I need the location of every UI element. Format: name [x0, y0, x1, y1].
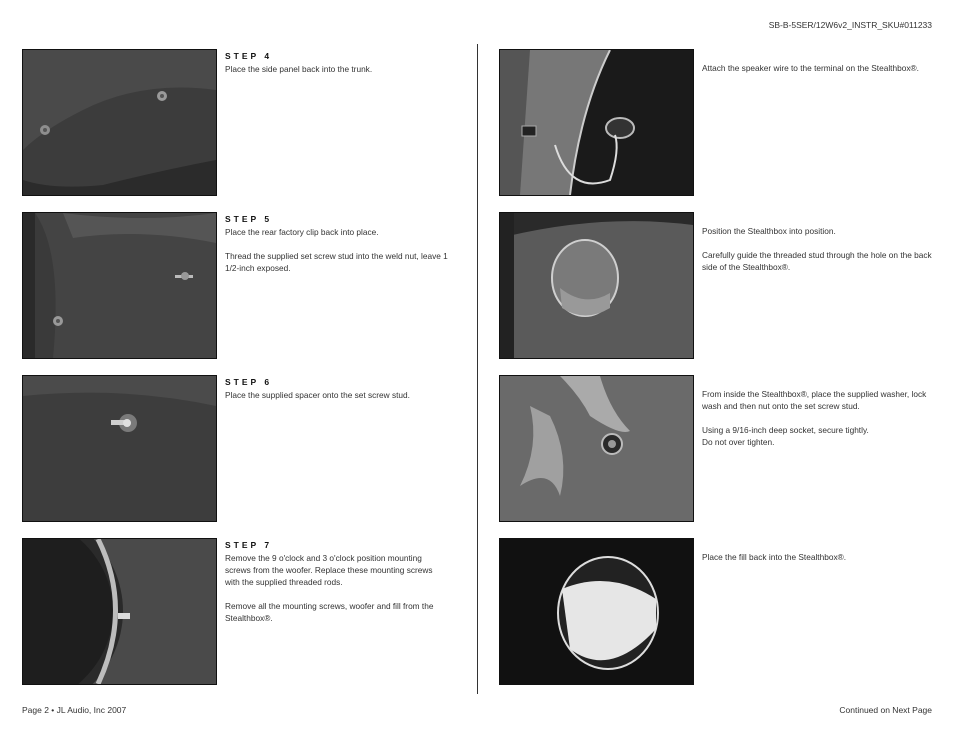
footer-continued: Continued on Next Page [839, 705, 932, 715]
step-7-text-1: Remove the 9 o'clock and 3 o'clock position mounting screws from the woofer. Replace these mounting screws with the supplied threaded rods. [225, 553, 433, 587]
step-5-label: STEP 5 [225, 214, 273, 224]
step-6-block [225, 376, 450, 401]
step-5-text-2: Thread the supplied set screw stud into the weld nut, leave 1 1/2-inch exposed. [225, 251, 448, 273]
photo-stealthbox-position [499, 212, 694, 359]
step-6-text: Place the supplied spacer onto the set screw stud. [225, 390, 410, 400]
right-step-1-text: Attach the speaker wire to the terminal on the Stealthbox®. [702, 63, 919, 73]
step-5-block [225, 213, 450, 274]
photo-speaker-wire [499, 49, 694, 196]
step-4-text: Place the side panel back into the trunk. [225, 64, 373, 74]
step-7-block [225, 539, 447, 624]
photo-spacer-stud [22, 375, 217, 522]
step-7-label: STEP 7 [225, 540, 273, 550]
right-step-4-block [702, 551, 932, 563]
photo-rear-clip [22, 212, 217, 359]
right-step-4-text: Place the fill back into the Stealthbox®. [702, 552, 847, 562]
step-7-text-2: Remove all the mounting screws, woofer and fill from the Stealthbox®. [225, 601, 434, 623]
photo-washer-nut [499, 375, 694, 522]
right-step-2-text-1: Position the Stealthbox into position. [702, 226, 836, 236]
document-code: SB-B-5SER/12W6v2_INSTR_SKU#011233 [768, 20, 932, 30]
step-4-label: STEP 4 [225, 51, 273, 61]
right-step-3-text-2: Using a 9/16-inch deep socket, secure tightly. Do not over tighten. [702, 425, 869, 447]
right-step-3-text-1: From inside the Stealthbox®, place the supplied washer, lock wash and then nut onto the set screw stud. [702, 389, 927, 411]
step-5-text-1: Place the rear factory clip back into place. [225, 227, 379, 237]
footer-page-info: Page 2 • JL Audio, Inc 2007 [22, 705, 127, 715]
right-step-2-block [702, 225, 932, 273]
photo-woofer-screws [22, 538, 217, 685]
right-step-1-block [702, 62, 932, 74]
right-step-3-block [702, 388, 932, 448]
column-divider [477, 44, 478, 694]
step-6-label: STEP 6 [225, 377, 273, 387]
photo-fill-back [499, 538, 694, 685]
right-step-2-text-2: Carefully guide the threaded stud through the hole on the back side of the Stealthbox®. [702, 250, 932, 272]
photo-side-panel [22, 49, 217, 196]
step-4-block [225, 50, 450, 75]
